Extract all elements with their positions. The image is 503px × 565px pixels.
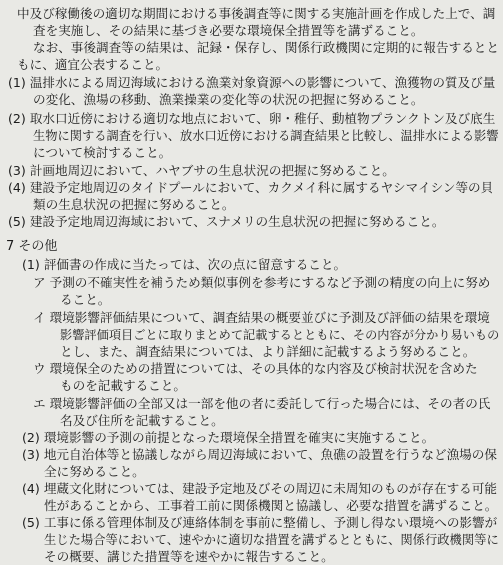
list-item-4: (4) 建設予定地周辺のタイドプールにおいて、カクメイ科に属するヤシマイシン等の貝: [8, 179, 494, 195]
list-item-1: (1) 温排水による周辺海域における漁業対象資源への影響について、漁獲物の質及び量: [8, 74, 496, 90]
s7-item-3: (3) 地元自治体等と協議しながら周辺海域において、魚礁の設置を行うなど漁場の保: [22, 446, 497, 462]
list-item-5: (5) 建設予定地周辺海域において、スナメリの生息状況の把握に努めること。: [8, 213, 445, 229]
intro-line: 中及び稼働後の適切な期間における事後調査等に関する実施計画を作成した上で、調: [17, 5, 496, 21]
s7-subitem-i-cont: とし、また、調査結果については、より詳細に記載するよう努めること。: [60, 343, 476, 359]
s7-subitem-u-cont: ものを記載すること。: [60, 377, 186, 393]
list-item-2: (2) 取水口近傍における適切な地点において、卵・稚仔、動植物プランクトン及び底生: [8, 110, 496, 126]
s7-subitem-i-cont: 影響評価項目ごとに取りまとめて記載するとともに、その内容が分かり易いもの: [60, 327, 500, 342]
intro-line: 査を実施し、その結果に基づき必要な環境保全措置等を講ずること。: [33, 22, 424, 38]
s7-subitem-u: ウ 環境保全のための措置については、その具体的な内容及び検討状況を含めた: [33, 360, 478, 376]
section-7-heading: 7 その他: [6, 238, 58, 254]
list-item-2-cont: について検討すること。: [33, 144, 172, 160]
list-item-3: (3) 計画地周辺において、ハヤブサの生息状況の把握に努めること。: [8, 162, 395, 178]
s7-item-1: (1) 評価書の作成に当たっては、次の点に留意すること。: [22, 257, 347, 273]
intro-line: もに、適宜公表すること。: [17, 56, 169, 72]
s7-subitem-a: ア 予測の不確実性を補うため類似事例を参考にするなど予測の精度の向上に努め: [33, 275, 491, 291]
list-item-2-cont: 生物に関する調査を行い、放水口近傍における調査結果と比較し、温排水による影響: [33, 128, 499, 143]
s7-item-5: (5) 工事に係る管理体制及び連絡体制を事前に整備し、予測し得ない環境への影響が: [22, 514, 498, 530]
s7-item-4-cont: 性があることから、工事着工前に関係機関と協議し、必要な措置を講ずること。: [44, 497, 498, 513]
s7-item-5-cont: 生じた場合等において、速やかに適切な措置を講ずるとともに、関係行政機関等に: [44, 532, 499, 547]
s7-item-4: (4) 埋蔵文化財については、建設予定地及びその周辺に未周知のものが存在する可能: [22, 480, 497, 496]
list-item-1-cont: の変化、漁場の移動、漁業操業の変化等の状況の把握に努めること。: [33, 91, 424, 107]
s7-item-2: (2) 環境影響の予測の前提となった環境保全措置を確実に実施すること。: [22, 429, 435, 445]
s7-item-5-cont: その概要、講じた措置等を速やかに報告すること。: [44, 549, 334, 564]
list-item-4-cont: 類の生息状況の把握に努めること。: [33, 196, 235, 212]
s7-subitem-i: イ 環境影響評価結果について、調査結果の概要並びに予測及び評価の結果を環境: [33, 309, 490, 325]
s7-item-3-cont: 全に努めること。: [44, 463, 145, 479]
intro-line: なお、事後調査等の結果は、記録・保存し、関係行政機関に定期的に報告するとと: [33, 39, 499, 55]
s7-subitem-e-cont: 名及び住所を記載すること。: [60, 412, 224, 428]
s7-subitem-a-cont: ること。: [60, 292, 111, 308]
s7-subitem-e: エ 環境影響評価の全部又は一部を他の者に委託して行った場合には、その者の氏: [33, 395, 491, 411]
